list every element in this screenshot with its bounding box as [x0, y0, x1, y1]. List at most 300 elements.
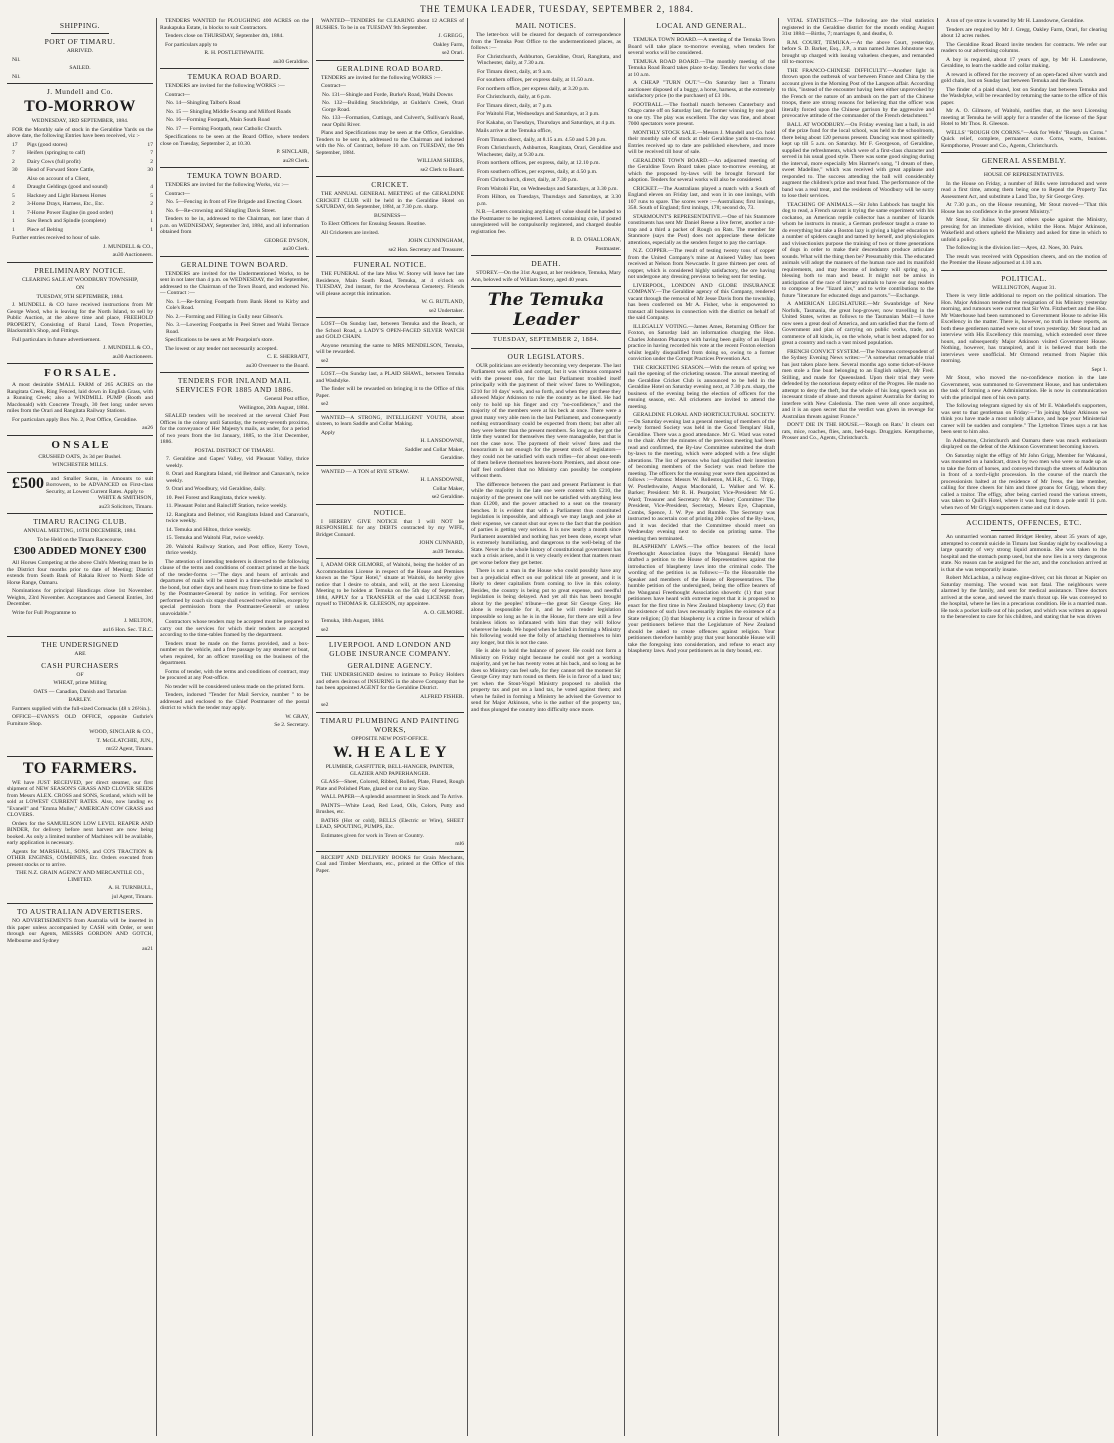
office-line: OFFICE—EVANS'S OLD OFFICE, opposite Guthrie's Furniture Shop.: [7, 714, 153, 727]
masthead: The Temuka Leader: [487, 290, 605, 330]
divider: [316, 317, 464, 318]
plumbing-sub: OPPOSITE NEW POST-OFFICE.: [351, 735, 429, 742]
stock-count: 2: [150, 201, 153, 207]
news-item: MONTHLY STOCK SALE.—Messrs J. Mundell and Co. hold their monthly sale of stock at their Geraldine yards to-morrow. Entries received up to date are published elsewhere, and more will be received till hour of sale.: [628, 129, 775, 155]
undersigned-of: OF: [76, 671, 84, 678]
for-sale-heading: F O R S A L E .: [44, 367, 116, 379]
assembly-report: [941, 181, 1107, 267]
for-sale-body: A most desirable SMALL FARM of 265 ACRES on the Rangitata Creek, Ring Fenced, laid down in English Grass, with a Running Creek; also a WINDMILL PUMP (Booth and Macdonald) with Concrete Trough, 30 feet long; under seven miles from the Orari and Rangitata Railway Stations.: [7, 382, 153, 414]
stock-entry: [7, 167, 153, 174]
divider: [7, 513, 153, 514]
clearing-date: TUESDAY, 9TH SEPTEMBER, 1884.: [36, 293, 124, 300]
contract-item: No. 1.—Re-forming Footpath from Bank Hotel to Kirby and Cole's Road.: [166, 298, 309, 311]
crushed-oats: CRUSHED OATS, 2s 3d per Bushel.: [38, 453, 122, 460]
divider: [316, 558, 464, 559]
column-4: [467, 18, 624, 1436]
stock-count: 5: [150, 192, 153, 199]
clearing-sale-title: CLEARING SALE AT WOODBURY TOWNSHIP,: [21, 276, 139, 283]
stock-count: 30: [147, 167, 153, 173]
mail-route: 7. Geraldine and Gapes' Valley, vid Pleasant Valley, thrice weekly.: [166, 456, 309, 469]
stock-count: 17: [147, 141, 153, 148]
column-7: [937, 18, 1110, 1436]
ad-reference: Se 2. Secretary.: [274, 722, 309, 728]
sacks-line: Farmers supplied with the full-sized Cornsacks (48 x 26½in.).: [12, 705, 151, 712]
contract-item: No. 14—Shingling Talbot's Road: [166, 100, 241, 106]
signature: H. LANSDOWNE,: [420, 477, 464, 483]
signature: C. E. SHERRATT,: [266, 354, 309, 360]
signature: J. MELTON,: [123, 618, 153, 624]
stock-count: 7: [150, 150, 153, 156]
wheat-line: WHEAT, prime Milling: [53, 680, 107, 686]
advertisers-body: NO ADVERTISEMENTS from Australia will be inserted in this paper unless accompanied by CASH with Order, or sent through our Agents, MESSRS GORDON AND GOTCH, Melbourne and Sydney: [7, 918, 153, 944]
divider: [160, 372, 309, 373]
stock-description: Dairy Cows (full profit): [27, 158, 81, 165]
stock-entry: [7, 184, 153, 191]
geraldine-road-board-heading: GERALDINE ROAD BOARD.: [336, 63, 444, 73]
mail-arrival-item: From southern offices, per express, daily, at 4.50 p.m.: [477, 168, 598, 175]
sale-date: WEDNESDAY, 3RD SEPTEMBER, 1884.: [31, 118, 129, 124]
divider: [316, 176, 464, 177]
stock-description: Hackney and Light Harness Horses: [27, 192, 107, 199]
accident-body: Robert McLachlan, a railway engine-driver, cut his throat at Napier on Saturday morning. The wound was not fatal. The neighbours were alarmed by the family, and sent for medical assistance. Three doctors arrived at the scene, and sewed the man's throat up. He was conveyed to the hospital, where he lies in a precarious condition. He is a married man. He took a pocket knife out of his pocket, and which was written an appeal to the benevolent to care for his children, and stating that he was driven: [941, 575, 1107, 620]
divider: [160, 68, 309, 69]
signature: W. GRAY,: [285, 713, 309, 720]
racing-club-heading: TIMARU RACING CLUB.: [33, 517, 127, 526]
ad-reference: au16 Hon. Sec. T.R.C.: [102, 626, 153, 633]
contract-item: No. 15 — Shingling Middle Swamp and Milford Roads: [166, 108, 291, 115]
stock-description: Head of Forward Store Cattle,: [27, 167, 95, 173]
divider: [160, 167, 309, 168]
stock-description: 3-Horse Drays, Harness, Etc., Etc.: [27, 201, 104, 207]
ad-reference: au30 Auctioneers.: [112, 353, 153, 360]
geraldine-town-items: [160, 299, 309, 336]
news-item: TEMUKA ROAD BOARD.—The monthly meeting of the Temuka Road Board takes place to-day. Tenders for works close at 10 a.m.: [628, 58, 775, 78]
stock-count: [141, 176, 153, 183]
editorial-heading: OUR LEGISLATORS.: [507, 351, 585, 361]
column-3: [312, 18, 467, 1436]
undersigned-are: ARE: [74, 651, 86, 657]
divider: [51, 33, 109, 34]
ad-reference: au26: [142, 425, 153, 431]
clearing-tenders: WANTED—TENDERS for CLEARING about 12 ACRES of RUSHES. To be in on TUESDAY 9th September.: [316, 18, 464, 31]
insurance-body: THE UNDERSIGNED desires to intimate to Policy Holders and others desirous of INSURING in the above Company that he has been appointed AGENT for the Geraldine District.: [316, 672, 464, 691]
ad-reference: se2 Undertaker.: [428, 307, 464, 314]
political-dateline: WELLINGTON, August 31.: [992, 284, 1056, 291]
stock-count: 5: [12, 192, 15, 199]
lost-watch-reward: Anyone returning the same to MRS MENDELSON, Temuka, will be rewarded.: [316, 342, 464, 355]
divider: [471, 348, 621, 349]
arrived-label: ARRIVED.: [66, 48, 94, 54]
receipt-books-body: RECEIPT AND DELIVERY BOOKS for Grain Merchants, Coal and Timber Merchants, etc., printed at the Office of this Paper.: [316, 854, 464, 874]
death-heading: DEATH.: [531, 259, 561, 268]
news-item: LIVERPOOL, LONDON AND GLOBE INSURANCE COMPANY.—The Geraldine agency of this Company, rendered vacant through the removal of Mr Jesse Davis from the township, has been conferred on Mr A. Fisher, who is empowered to transact all business in connection with the district on behalf of the said Company.: [628, 282, 775, 321]
signature: R. H. POSTLETHWAITE.: [204, 50, 265, 56]
preliminary-heading: PRELIMINARY NOTICE.: [34, 265, 126, 275]
license-transfer-body: I, ADAM ORR GILMORE, of Waitohi, being the holder of an Accommodation License in respect of the House and Premises known as the "Spur Hotel," situate at Waitohi, do hereby give notice that I desire to obtain, and will, at the next Licensing Meeting to be holden at Temuka on the 5th day of September, 1884, APPLY for a TRANSFER of the said LICENSE from myself to THOMAS R. GLEESON, my appointee.: [316, 562, 464, 607]
stock-entry: [7, 159, 153, 166]
mail-despatch-item: For Timaru direct, daily, at 9 a.m.: [477, 68, 553, 75]
cash-purchasers: CASH PURCHASERS: [41, 660, 119, 670]
divider: [7, 472, 153, 473]
ad-reference: se2: [321, 702, 329, 708]
local-news-continued: [782, 18, 934, 442]
divider: [991, 530, 1057, 531]
for-sale-apply: For particulars apply Box No. 2, Post Office, Geraldine.: [12, 416, 138, 423]
ad-reference: se2: [321, 401, 329, 407]
mail-arrival-list: [471, 137, 621, 208]
mail-despatch-item: For Christchurch, daily, at 6 p.m.: [477, 94, 552, 100]
divider: [471, 255, 621, 256]
sale-intro: FOR the Monthly sale of stock in the Geraldine Yards on the above date, the following Entries have been received, viz :-: [7, 126, 153, 139]
to-farmers-heading: TO FARMERS.: [22, 759, 138, 777]
mail-despatch-list: [471, 54, 621, 127]
news-item: BLASPHEMY LAWS.—The office bearers of the local Freethought Association (says the Wanganui Herald) have drafted a petition to the House of Representatives against the introduction of blasphemy laws into the criminal code. The wording of the petition is as follows:—To the Honorable the Speaker and members of the House of Representatives. The humble petition of the undersigned, being the office bearers of the Wanganui Freethought Association showeth: (1) that your petitioners have heard with extreme regret that it is proposed to enact for the first time in New Zealand blasphemy laws; (2) that the existence of such laws necessarily implies the existence of a State religion; (3) that blasphemy is a crime in favour of which your petitioners believe that the Legislature of New Zealand should be asked to create offences against religion. Your petitioners therefore humbly pray that your honorable House will take the foregoing into consideration, and refuse to enact any blasphemy laws. And your petitioners as in duty bound, etc.: [628, 544, 775, 654]
mail-arrival-item: From Timaru direct, daily, at 8.15 a.m. 4.50 and 5.20 p.m.: [477, 136, 607, 143]
news-item: The Geraldine Road Board invite tenders for contracts. We refer our readers to our advertising columns.: [941, 41, 1107, 54]
contract-item: No. 5—Fencing in front of Fire Brigade and Erecting Closet.: [166, 199, 303, 205]
divider: [471, 333, 621, 334]
editorial-paragraph: He is able to hold the balance of power. He could not form a Ministry on Friday night because he could not get a working majority, and yet he has twenty votes at his back, and so long as he does so Ministry can feel safe, for they cannot tell the moment Sir George Grey may turn round on them. He is in favor of a land tax; yet when the Stout-Vogel Ministry proposed to abolish the property tax and put on a land tax, he voted against them; and when he failed in forming a Ministry he advised the Governor to send for Major Atkinson, who is the author of the property tax, and thus plunged the country into difficulty once more.: [471, 648, 621, 713]
stock-count: 4: [12, 184, 15, 190]
accidents-heading: ACCIDENTS, OFFENCES, ETC.: [966, 518, 1082, 527]
geraldine-town-board-heading: GERALDINE TOWN BOARD.: [180, 259, 289, 269]
mail-route: 15. Temuka and Waitohi Flat, twice weekly.: [166, 535, 265, 541]
stock-count: [7, 176, 19, 183]
youth-place: Saddler and Collar Maker,: [404, 446, 464, 453]
stock-entry: [7, 142, 153, 149]
divider: [316, 712, 464, 713]
news-item: FRENCH CONVICT SYSTEM.—The Noumea correspondent of the Sydney Evening News writes:—"A somewhat remarkable trial has just taken place here. Several months ago some ticket-of-leave men stole a fine boat belonging to an English subject, Mr Fred. Stilling, and made for Queensland. Upon their trial they were defended by the notorious deputy editor of the Progres. He made no attempt to deny the theft, but the whole of his long speech was an incessant tirade of abuse and threats against Australia for daring to interfere with New Caledonia. The men were all once acquitted, and it is an open secret that the verdict was given in revenge for Australian threats against France.": [782, 348, 934, 420]
stock-count: 1: [12, 226, 15, 233]
plough-tenders-body: TENDERS WANTED for PLOUGHING 400 ACRES on the Raukapuka Estate, in blocks to suit Contractors.: [160, 18, 309, 31]
news-item: TEMUKA TOWN BOARD.—A meeting of the Temuka Town Board will take place to-morrow evening, when tenders for several works will be considered.: [628, 37, 775, 56]
town-board-heading: TEMUKA TOWN BOARD.: [187, 171, 282, 180]
funeral-heading: FUNERAL NOTICE.: [353, 260, 427, 269]
contract-item: No. 132—Building Stockbridge, at Guldan's Creek, Orari Gorge Road.: [322, 100, 464, 113]
news-item: N.Z. COPPER.—The result of testing twenty tons of copper from the United Company's mine at Aniseed Valley has been received at Nelson from Newcastle. It gave thirteen per cent. of copper, which is considered highly satisfactory, the ore having not undergone any dressing previous to being sent for testing.: [628, 248, 775, 280]
mail-despatch-item: For Christchurch, Ashburton, Geraldine, Orari, Rangitata, and Winchester, daily, at 7.30 a.m.: [477, 53, 621, 66]
healey-wallpaper: WALL PAPER—A splendid assortment in Stock and To Arrive.: [321, 794, 464, 800]
mail-route: 20. Waitohi Railway Station, and Post office, Kerry Town, thrice weekly.: [166, 543, 309, 556]
stock-list: [7, 142, 153, 234]
signature: GEORGE DYSON,: [264, 237, 309, 244]
stock-count: 2: [150, 158, 153, 165]
news-item: The finder of a plaid shawl, lost on Sunday last between Temuka and the Washdyke, will be rewarded by returning the same to the office of this paper.: [941, 86, 1107, 106]
signature: J. GREGG,: [438, 33, 464, 39]
news-item: GERALDINE TOWN BOARD.—An adjourned meeting of the Geraldine Town Board takes place to-morrow evening, at which the proposed by-laws will be brought forward for adoption. Tenders for several works will also be considered.: [628, 157, 775, 183]
town-board-items: [160, 199, 309, 214]
geraldine-town-intro: TENDERS are invited for the Undermentioned Works, to be sent in not later than 4 p.m. on WEDNESDAY, the 3rd September, addressed to the Chairman of the Town Board, and endorsed No. — Contract :—: [160, 270, 309, 296]
signature-role: Postmaster.: [595, 245, 621, 252]
divider: [7, 903, 153, 904]
news-item: R.M. COURT, TEMUKA.—At the above Court, yesterday, before S. D. Barker, Esq., J.P., a man named James Johnstone was brought up charged with issuing valueless cheques, and remanded till to-morrow.: [782, 39, 934, 65]
political-body: There is very little additional to report on the political situation. The Hon. Major Atkinson tendered the resignation of his Ministry yesterday morning, and rumours were current that Sir Wm. Fitzherbert and the Hon. Mr Waterhouse had been summoned to Government House to advise His Excellency in the matter. There is, however, no truth in these reports, as both these gentlemen named were out of town yesterday. Mr Stout had an interview with His Excellency this morning, which extended over three hours, and subsequently Major Atkinson visited Government House. Nothing, however, has transpired, and it is believed that both the interviews were unofficial. Mr Ormond returned from Napier this morning.: [941, 293, 1107, 364]
news-item: Tenders are required by Mr J. Gregg, Oakley Farm, Orari, for clearing about 12 acres rushes.: [941, 26, 1107, 39]
sept-dateline: Sept 1.: [1091, 366, 1107, 373]
ad-reference: au30 Geraldine.: [273, 58, 309, 65]
plumbing-heading: TIMARU PLUMBING AND PAINTING WORKS,: [320, 715, 460, 734]
news-item: GERALDINE FLORAL AND HORTICULTURAL SOCIETY.—On Saturday evening last a general meeting of members of the newly formed Society was held in the Good Templars' Hall, Geraldine. There was a good attendance. Mr G. Ward was voted to the chair. After the minutes of the previous meeting had been read and confirmed, the By-law Committee submitted the draft by-laws to the meeting, which were adopted with a few slight alterations. The list of persons who had signified their intention of becoming members of the Society was read before the meeting. The officers for the ensuing year were then appointed as follows :—Patrons: Messrs W. Rolleston, M.H.R., C. G. Tripp, W. Postlethwaite, Angus Macdonald, L. Walker and W. K. Barker; President: Mr R. H. Pearpoint; Vice-President: Mr G. Ward; Treasurer and Secretary: Mr A. Fisher; Committee: The President, Vice-President, Secretary, Messrs Eye, Chapman, Combs, Spence, J. W. Pye and Rumble. The Secretary was instructed to ascertain cost of printing 200 copies of the By-laws, and it was decided that the Committee should meet on Wednesday evening next to decide on printing same. The meeting then terminated.: [628, 412, 775, 542]
ad-reference: jul Agent, Timaru.: [111, 893, 153, 900]
healey-glass: GLASS—Sheet, Colored, Ribbed, Rolled, Plate, Fluted, Rough Plate and Polished Plate, glazed or cut to any Size.: [316, 779, 464, 792]
stock-count: 1: [150, 226, 153, 233]
winchester-mills: WINCHESTER MILLS.: [52, 462, 108, 468]
stock-count: 17: [12, 141, 18, 148]
stock-count: 1: [12, 218, 15, 224]
news-item: THE FRANCO-CHINESE DIFFICULTY.—Another light is thrown upon the outbreak of war between France and China by the account given in the Morning Post of the Langson affair. According to this, "instead of the encounter having been either unprovoked by the French or the nature of an ambush on the part of the Chinese troops, there are strong reasons for believing that the officer was literally forced upon the Chinese garrison by the aggressive and provocative attitude of the commander of the French detachment.": [782, 67, 934, 119]
column-2: [156, 18, 312, 1436]
assembly-paragraph: The following is the division list:—Ayes, 42. Noes, 30. Pairs.: [946, 245, 1084, 251]
town-board-body: Tenders to be in, addressed to the Chairman, not later than 4 p.m. on WEDNESDAY, September 3rd, 1884, and all information obtained from: [160, 216, 309, 235]
signature: T. McGLATCHIE, JUN.,: [96, 737, 153, 744]
mail-despatch-item: For Waitohi Flat, Wednesdays and Saturdays, at 3 p.m.: [477, 111, 600, 117]
news-item: A AMERICAN LEGISLATURE.—Mr Swanbridge of New Norfolk, Tasmania, the great hop-grower, now travelling in the United States, writes as follows to the Tasmanian Mail:—I have now seen a great deal of America, and am satisfied that the form of Government and plan of carrying on public works, trade, and commerce of all kinds, is, on the whole, what is best adapted for so great a country and such a vast mixed population.: [782, 301, 934, 346]
further-entries: Further entries received to hour of sale.: [12, 235, 101, 241]
healey-trade: PLUMBER, GASFITTER, BELL-HANGER, PAINTER, GLAZIER AND PAPERHANGER.: [325, 764, 455, 777]
running-head: THE TEMUKA LEADER, TUESDAY, SEPTEMBER 2, 1884.: [420, 4, 694, 14]
news-item: DON'T DIE IN THE HOUSE.—'Rough on Rats.' It clears out rats, mice, roaches, flies, ants, bed-bugs. Druggists. Kempthorne, Prosser and Co., Agents, Christchurch.: [782, 422, 934, 441]
general-assembly-heading: GENERAL ASSEMBLY.: [981, 156, 1067, 165]
mail-no-tender: No tender will be considered unless made on the printed form.: [165, 683, 305, 690]
clearing-on: ON: [75, 285, 85, 291]
signature: JOHN CUNNINGHAM,: [408, 238, 464, 244]
editorial-paragraph: The difference between the past and present Parliament is that while the majority in the late one were content with £210, the majority of the present one will not be satisfied with anything less than £1200, and the power attached to a seat on the treasury benches. It is evident that with a Parliament thus constituted legislation is impossible, and although we may laugh and joke at their expense, we cannot shut our eyes to the fact that the position of parties is getting very serious. It is now nearly a month since Parliament assembled and nothing has yet been done, except what is extremely humiliating, and dangerous to the well-being of the State. Never in the whole history of constitutional government has such a crisis arisen, and it is very clearly evident that matters must get worse before they get better.: [471, 481, 621, 566]
divider: [160, 256, 309, 257]
news-item: STARMOUNT'S REPRESENTATIVE.—One of his Stanmore constituents has sent Mr Daniel Reese a live ferret, another a rat-trap and a third a packet of Rough on Rats. The member for Stanmore (says the Post) does not appreciate these delicate attentions, especially as the senders forgot to pay the carriage.: [628, 213, 775, 246]
geraldine-road-contract: Contract—: [321, 83, 346, 89]
mail-route: 10. Peel Forest and Rangitata, thrice weekly.: [166, 494, 266, 501]
mail-contractors: Contractors whose tenders may be accepted must be prepared to carry out the services for which their tenders are accepted according to the time-tables framed by the department.: [160, 619, 309, 638]
news-item: VITAL STATISTICS.—The following are the vital statistics registered in the Geraldine district for the month ending August 31st 1884:—Births, 7; marriages 0, and deaths, 0.: [782, 18, 934, 37]
mail-arrivals: Mails arrive at the Temuka office,: [476, 128, 552, 134]
news-item: BALL AT WOODBURY.—On Friday evening last a ball, in aid of the prize fund for the local school, was held in the schoolroom, there being about 120 persons present. Dancing was most spiritedly kept up till 5 a.m. on Saturday. Mr F. Georgeson, of Geraldine, supplied the refreshments, which were of a first-class character and served in his usual good style. There was some good singing during the interval, more especially Mrs Harmer's song, "I dream of thee, sweet Madeline," which was received with great applause and responded to. The success attending the ball will considerably augment the children's prize and treat fund. The performance of the band was a real treat, and the residents of Woodbury will be sorry to lose their services.: [782, 121, 934, 199]
mail-routes: [160, 456, 309, 557]
column-5: [624, 18, 778, 1436]
divider: [316, 256, 464, 257]
editorial-body: [471, 363, 621, 714]
mail-nb: N.B.—Letters containing anything of value should be handed to the Postmaster to be registered. Letters containing coin, if posted unregistered will be compulsorily registered, and charged double registration fee.: [471, 209, 621, 235]
signature: B. D. O'HALLORAN,: [570, 237, 621, 243]
road-board-contract: Contract—: [165, 91, 190, 98]
geraldine-town-lowest: The lowest or any tender not necessarily accepted.: [165, 345, 278, 352]
ad-reference: mr22 Agent, Timaru.: [106, 746, 153, 752]
racing-body: All Horses Competing at the above Club's Meeting must be in the District four months prior to date of Meeting; District extends from South Bank of Rakaia River to North Side of Horse Range, Oamaru.: [7, 560, 153, 586]
assembly-paragraph: At 7.30 p.m., on the House resuming, Mr Stout moved—"That this House has no confidence in the present Ministry.": [941, 202, 1107, 215]
ad-reference: se2 Geraldine.: [431, 494, 464, 500]
youth-wanted-body: WANTED—A STRONG, INTELLIGENT YOUTH, about sixteen, to learn Saddle and Collar Making.: [316, 414, 464, 427]
loan-amount: £500: [12, 474, 44, 492]
local-general-heading: LOCAL AND GENERAL.: [656, 21, 747, 30]
ad-reference: se2: [321, 626, 329, 633]
effigy-body: On Saturday night the effigy of Mr John Grigg, Member for Wakanui, was mounted on a handcart, drawn by two men who were so made up as to take the form of horses, and conveyed through the streets of Ashburton in front of a torch-light procession. In the course of the march the processionists halted at the residence of Mr Ivess, the late member, calling for three cheers for him and three groans for Grigg, whom they called a traitor. The effigy, after being carried round the various streets, was taken to Quill's Hotel, where it was hung from a pole until 11 p.m. when two of Mr Grigg's supporters came and cut it down.: [941, 452, 1107, 511]
news-item: TEACHING OF ANIMALS.—Sir John Lubbock has taught his dog to read, a French savant is trying the same experiment with his cockatoo, an American reptile collector has a number of lizards whom he instructs in music, a German professor taught a crane to do everything but take a Boston lazy is giving a higher education to a number of spiders caught and tamed by herself, and physiologists and vivisectionists purpose the training of two or three generations of dogs in order to make their descendants produce articulate sounds. What will the thing then be? Presumably this. The educated animals will adopt the manners of the human race and its manifold requirements, and may become of industry will spring up, a blessing both to man and beast. It might not be amiss in anticipation of the race of literary animals to have our dog readers to compose a few "lizard airs," and to write contributions to the future "literature for educated dogs and parrots."—Exchange.: [782, 201, 934, 299]
assembly-paragraph: The result was received with Opposition cheers, and on the motion of the Premier the House adjourned at 4.10 a.m.: [941, 253, 1107, 266]
racing-write: Write for Full Programme to: [12, 609, 77, 616]
mail-place: Wellington, 20th August, 1884.: [238, 404, 309, 411]
political-heading: POLITICAL.: [1001, 273, 1047, 283]
signature: A. H. TURNBULL,: [108, 885, 153, 891]
editorial-paragraph: OUR politicians are evidently becoming very desperate. The last Parliament was selfish and corrupt, but it was virtuous compared with the present one, for the last Parliament troubled itself principally with the payment of their wives' fares to Wellington, £210 for 10 days' work, and so forth, and when they got these they allowed Major Atkinson to rule the country as he liked. He had only to hold up his finger and cry "no-confidence," and the majority of the members were at his beck at once. There were a great many very able men in the last Parliament, and consequently nothing extraordinary could be expected from them; but after all they were better than the present members. So long as they got the little they wanted for themselves they were manageable, but that is not the case now. The payment of their wives' fares and the honorarium is not enough for the present stock of legislators—they could not be satisfied with such trifles—for about one-tenth of them believe themselves heaven-born Premiers, and about one-half feel confident that no Ministry can possibly be complete without them.: [471, 362, 621, 479]
road-board-specs: Specifications to be seen at the Board Office, where tenders close on Tuesday, September 2, at 10.30.: [160, 134, 309, 147]
news-item: FOOTBALL.—The football match between Canterbury and Otago came off on Saturday last, the former winning by one goal to one try. The play was excellent. The day was fine, and about 7000 spectators were present.: [628, 101, 775, 127]
healey-name: W. H E A L E Y: [333, 744, 447, 761]
editorial-paragraph: There is not a man in the House who could possibly have any but a prejudicial effect on our political life at present, and it is likely to deter capitalists from coming to live in this colony. Besides, the country is being put to great expense, and needful legislation is being delayed. And yet all this has been brought about by the peoples' tribune—the great Sir George Grey. He alone is responsible for it, and he will render legislation impossible so long as he is in the House, for there are still a few brainless idiots so infatuated with him that they will follow wherever he leads. We hoped when he failed in forming a Ministry his following would see the folly of attaching themselves to him any longer, but this is not the case.: [471, 568, 621, 646]
mail-endorsed: Tenders, indorsed "Tender for Mail Service, number " to be addressed and enclosed to the Chief Postmaster of the postal district to which the tender may apply.: [160, 692, 309, 711]
healey-baths: BATHS (Hot or cold), BELLS (Electric or Wire), SHEET LEAD, SPOUTING, PUMPS, Etc.: [316, 817, 464, 830]
signature: J. MUNDELL & CO.,: [103, 243, 153, 250]
clearing-particulars: Full particulars in future advertisement.: [12, 336, 101, 343]
lost-shawl-body: LOST.—On Sunday last, a PLAID SHAWL, between Temuka and Washdyke.: [316, 371, 464, 384]
ad-reference: ml6: [455, 841, 464, 847]
divider: [7, 636, 153, 637]
divider: [7, 83, 153, 84]
ashburton-body: In Ashburton, Christchurch and Oamaru there was much enthusiasm displayed on the defeat of the Atkinson Government becoming known.: [941, 437, 1107, 450]
postal-district: POSTAL DISTRICT OF TIMARU.: [194, 447, 275, 454]
divider: [316, 60, 464, 61]
divider: [7, 756, 153, 757]
mail-arrival-item: From northern offices, per express, daily, at 12.10 p.m.: [477, 160, 600, 166]
column-6: [778, 18, 937, 1436]
contract-item: No. 17 — Forming Footpath, near Catholic Church.: [166, 125, 283, 132]
divider: [7, 363, 153, 364]
contract-item: No. 16—Forming Footpath, Main South Road: [166, 117, 270, 123]
insurance-heading: LIVERPOOL AND LONDON AND GLOBE INSURANCE COMPANY.: [328, 640, 452, 658]
mail-office: General Post office,: [264, 396, 309, 402]
signature: WILLIAM SHIERS,: [417, 158, 464, 164]
road-board-items: [160, 100, 309, 132]
stock-description: Draught Geldings (good and sound): [27, 184, 108, 190]
divider: [7, 435, 153, 436]
agency-heading: GERALDINE AGENCY.: [347, 661, 433, 670]
farmers-firm: THE N.Z. GRAIN AGENCY AND MERCANTILE CO., LIMITED.: [15, 870, 145, 883]
news-item: WELLS' "ROUGH ON CORNS."—Ask for Wells' "Rough on Corns." Quick relief, complete, permanent cure. Corns, warts, bunions. Kempthorne, Prosser and Co., Agents, Christchurch.: [941, 129, 1107, 149]
signature: J. MUNDELL & CO.,: [103, 345, 153, 351]
plough-apply: For particulars apply to: [165, 41, 218, 48]
cricket-body: THE ANNUAL GENERAL MEETING of the GERALDINE CRICKET CLUB will be held in the Geraldine Hotel on SATURDAY, 6th September, 1884, at 7.30 p.m. sharp.: [316, 191, 464, 210]
mail-despatch-item: For northern office, per express daily, at 3.20 p.m.: [477, 85, 590, 92]
stock-entry: [7, 218, 153, 225]
news-item: A reward is offered for the recovery of an open-faced silver watch and gold chain, lost on Sunday last between Temuka and the Beach.: [941, 71, 1107, 84]
notice-body: I HEREBY GIVE NOTICE that I will NOT be RESPONSIBLE for any DEBTS contracted by my WIFE, Bridget Cunnard.: [316, 518, 464, 538]
farmers-agents: Agents for MARSHALL, SONS, and CO'S TRACTION & OTHER ENGINES, COMBINES, Etc. Orders executed from present stocks or to arrive.: [7, 848, 153, 868]
racing-nominations: Nominations for principal Handicaps close 1st November. Weights, 23rd November. Acceptances and General Entries, 3rd December.: [7, 588, 153, 607]
rye-place: Collar Maker,: [432, 485, 464, 492]
rye-wanted-body: WANTED — A TON of RYE STRAW.: [321, 468, 409, 475]
tomorrow-heading: TO-MORROW: [24, 98, 136, 115]
mail-notices-heading: MAIL NOTICES.: [515, 21, 577, 30]
assembly-paragraph: Mr Stout, Sir Julius Vogel and others spoke against the Ministry, pressing for an immediate division, whilst the Hons. Major Atkinson, Wakefield and others upheld the Ministry and asked for time in which to unfold a policy.: [941, 217, 1107, 243]
brief-notes-list: [941, 18, 1107, 149]
column-1: [4, 18, 156, 1436]
youth-apply: Apply: [321, 429, 335, 436]
oats-line: OATS — Canadian, Danish and Tartarian: [33, 688, 127, 695]
geraldine-town-specs: Specifications to be seen at Mr Pearpoint's store.: [165, 337, 274, 343]
mail-route: 14. Temuka and Hilton, thrice weekly.: [166, 526, 252, 533]
farmers-body: WE have JUST RECEIVED, per direct steamer, our first shipment of NEW SEASON'S GRASS AND CLOVER SEEDS from Messrs ALEX. CROSS and SONS, Scotland, which will be sold at LOWEST CURRENT RATES. Also, now landing ex "Evanell" and "Emma Muller," AMERICAN COW GRASS and CLOVERS.: [7, 779, 153, 818]
ad-reference: Geraldine.: [440, 455, 464, 461]
divider: [941, 514, 1107, 515]
stock-description: Also on account of a Client,: [27, 175, 90, 182]
mail-form: Tenders must be made on the forms provided, and a box-number on the vehicle, and a free passage by any steamer or boat, when required, for an officer travelling on the business of the department.: [160, 640, 309, 666]
farmers-orders: Orders for the SAMUELSON LOW LEVEL REAPER AND BINDER, for delivery before next harvest are now being booked. As only a limited number of Machines will be available, early application is necessary.: [7, 820, 153, 846]
stock-count: 30: [12, 167, 18, 173]
divider: [316, 367, 464, 368]
mail-arrival-item: From Hilton, on Tuesdays, Thursdays and Saturdays, at 3.30 p.m.: [477, 194, 621, 207]
stock-entry: [7, 176, 153, 183]
accident-body: An unmarried woman named Bridget Henley, about 35 years of age, attempted to commit suicide in Timaru last Sunday night by swallowing a large quantity of very strong liquid ammonia. She was taken to the hospital and the stomach pump used, but she now lies in a very dangerous state. No reason can be assigned for the act, and the conclusion arrived at is that she was temporarily insane.: [941, 534, 1107, 573]
ad-reference: se2 Hon. Secretary and Treasurer.: [388, 246, 464, 253]
healey-estimates: Estimates given for work in Town or Country.: [321, 832, 424, 839]
stock-count: 1: [150, 218, 153, 224]
mail-route: 11. Pleasant Point and Raincliff Station, twice weekly.: [166, 503, 288, 509]
ad-reference: se2: [321, 357, 329, 364]
geraldine-road-intro: TENDERS are invited for the following WORKS :—: [321, 74, 441, 81]
divider: [672, 33, 731, 34]
lost-watch-body: LOST—On Sunday last, between Temuka and the Beach, or the School Road, a LADY'S OPEN-FACED SILVER WATCH and GOLD CHAIN.: [316, 321, 464, 340]
signature: JOHN CUNNARD,: [419, 540, 464, 546]
mail-notices-intro: The letter-box will be cleared for despatch of correspondence from the Temuka Post Office to the undermentioned places, as follows :—: [471, 32, 621, 51]
sailed-value: Nil.: [12, 73, 21, 80]
stock-count: 2: [12, 158, 15, 165]
ad-reference: au30 Clerk.: [282, 246, 309, 252]
arrived-value: Nil.: [12, 56, 21, 63]
ad-reference: se2 Clerk to Board.: [420, 166, 464, 173]
news-item: THE CRICKETING SEASON.—With the return of spring we hail the opening of the cricketing season. The annual meeting of the Geraldine Cricket Club is announced to be held in the Geraldine Hotel on Saturday evening next, at 7.30 p.m. sharp, the business of the evening being the election of officers for the ensuing season, etc. All cricketers are invited to attend the meeting.: [628, 364, 775, 410]
news-item: CRICKET.—The Australians played a match with a South of England eleven on Friday last, and won it in one innings, with 107 runs to spare. The scores were :—Australians; first innings, 358. South of England; first innings, 178; second do, 73.: [628, 185, 775, 211]
divider: [316, 411, 464, 412]
mail-despatch-item: For Timaru direct, daily, at 7 p.m.: [477, 102, 553, 109]
divider: [941, 270, 1107, 271]
mail-route: 9. Orari and Woodbury, vid Geraldine, daily.: [166, 486, 266, 492]
stock-count: 1: [150, 209, 153, 216]
stock-description: Piece of Belting: [27, 226, 64, 233]
undersigned-heading: THE UNDERSIGNED: [41, 640, 119, 649]
mail-arrival-item: From Christchurch, direct, daily, at 7.30 p.m.: [477, 177, 578, 183]
stock-description: Saw Bench and Spindle (complete): [27, 218, 106, 224]
mail-despatch-item: For southern offices, per express daily, at 11.50 a.m.: [477, 77, 594, 83]
mail-route: 12. Rangitata and Belmor, vid Rangitata Island and Canavan's, twice weekly.: [166, 511, 309, 524]
stock-description: 7-Horse Power Engine (in good order): [27, 209, 114, 216]
town-board-contract: Contract—: [165, 190, 190, 197]
assembly-paragraph: In the House on Friday, a number of Bills were introduced and were read a first time, among them being one to Repeal the Property Tax Assessment Act, and substitute a Land Tax, by Sir George Grey.: [941, 180, 1107, 200]
ad-reference: au23 Solicitors, Timaru.: [98, 503, 153, 510]
road-board-heading: TEMUKA ROAD BOARD.: [187, 72, 282, 81]
racing-venue: To be Held on the Timaru Racecourse.: [36, 536, 124, 543]
news-item: ILLEGALLY VOTING.—James Ames, Returning Officer for Foxton, on Saturday laid an information charging the Hon. Charles Johnston Pharazyn with having been guilty of an illegal practice in having recorded his vote at the recent Foxton election whilst legally disqualified from doing so, owing to a former conviction under the Corrupt Practices Prevention Act.: [628, 323, 775, 362]
telegram-body: The following telegram signed by six of Mr E. Wakefield's supporters, was sent to that gentleman on Friday:—"In joining Major Atkinson we think you have made a most unholy alliance, and hope your Ministerial career will be sudden and complete." The Lyttelton Times says a rat has been sent to him also.: [941, 403, 1107, 435]
mail-forms-of: Forms of tender, with the terms and conditions of contract, may be procured at any Post-office.: [160, 668, 309, 681]
contract-item: No. 133—Formation, Cuttings, and Culvert's, Sullivan's Road, near Opihi River.: [322, 115, 464, 128]
healey-paints: PAINTS—White Lead, Red Lead, Oils, Colors, Putty and Brushes, etc.: [316, 802, 464, 815]
mail-conditions: The attention of intending tenderers is directed to the following clause of the terms and conditions of contract printed at the back of the tender-forms :—"The days and hours of arrivals and departures of mails will be stated in a time-schedule attached to the bond, but other days and hours may from time to time be fixed by the Postmaster-General by notice in writing. For services performed by coach six stage shall exceed twelve miles, except by special permission from the Postmaster-General or unless unavoidable.": [160, 558, 309, 617]
cricket-heading: CRICKET.: [371, 180, 409, 189]
license-date: Temuka, 18th August, 1884.: [321, 618, 385, 624]
geraldine-road-items: [316, 92, 464, 129]
news-item: A boy is required, about 17 years of age, by Mr H. Lansdowne, Geraldine, to learn the saddle and collar making.: [941, 56, 1107, 69]
on-sale-heading: O N S A L E: [51, 438, 109, 451]
signature: WHITE & SMITHSON,: [97, 495, 153, 501]
ad-reference: au30 Overseer to the Board.: [246, 362, 309, 369]
divider: [316, 465, 464, 466]
death-body: STOREY.—On the 31st August, at her residence, Temuka, Mary Ann, beloved wife of William Storey, aged 40 years.: [471, 270, 621, 283]
loan-body: and Smaller Sums, in Amounts to suit Borrowers, to be ADVANCED on First-class Security, at Lowest Current Rates. Apply to: [46, 475, 153, 495]
divider: [991, 168, 1057, 169]
lost-shawl-reward: The finder will be rewarded on bringing it to the Office of this Paper.: [316, 386, 464, 399]
advertisers-heading: TO AUSTRALIAN ADVERTISERS.: [17, 907, 143, 916]
stock-count: 1: [12, 209, 15, 216]
stock-count: 2: [12, 201, 15, 207]
cricket-elect: To Elect Officers for Ensuing Season. Routine.: [321, 221, 427, 227]
